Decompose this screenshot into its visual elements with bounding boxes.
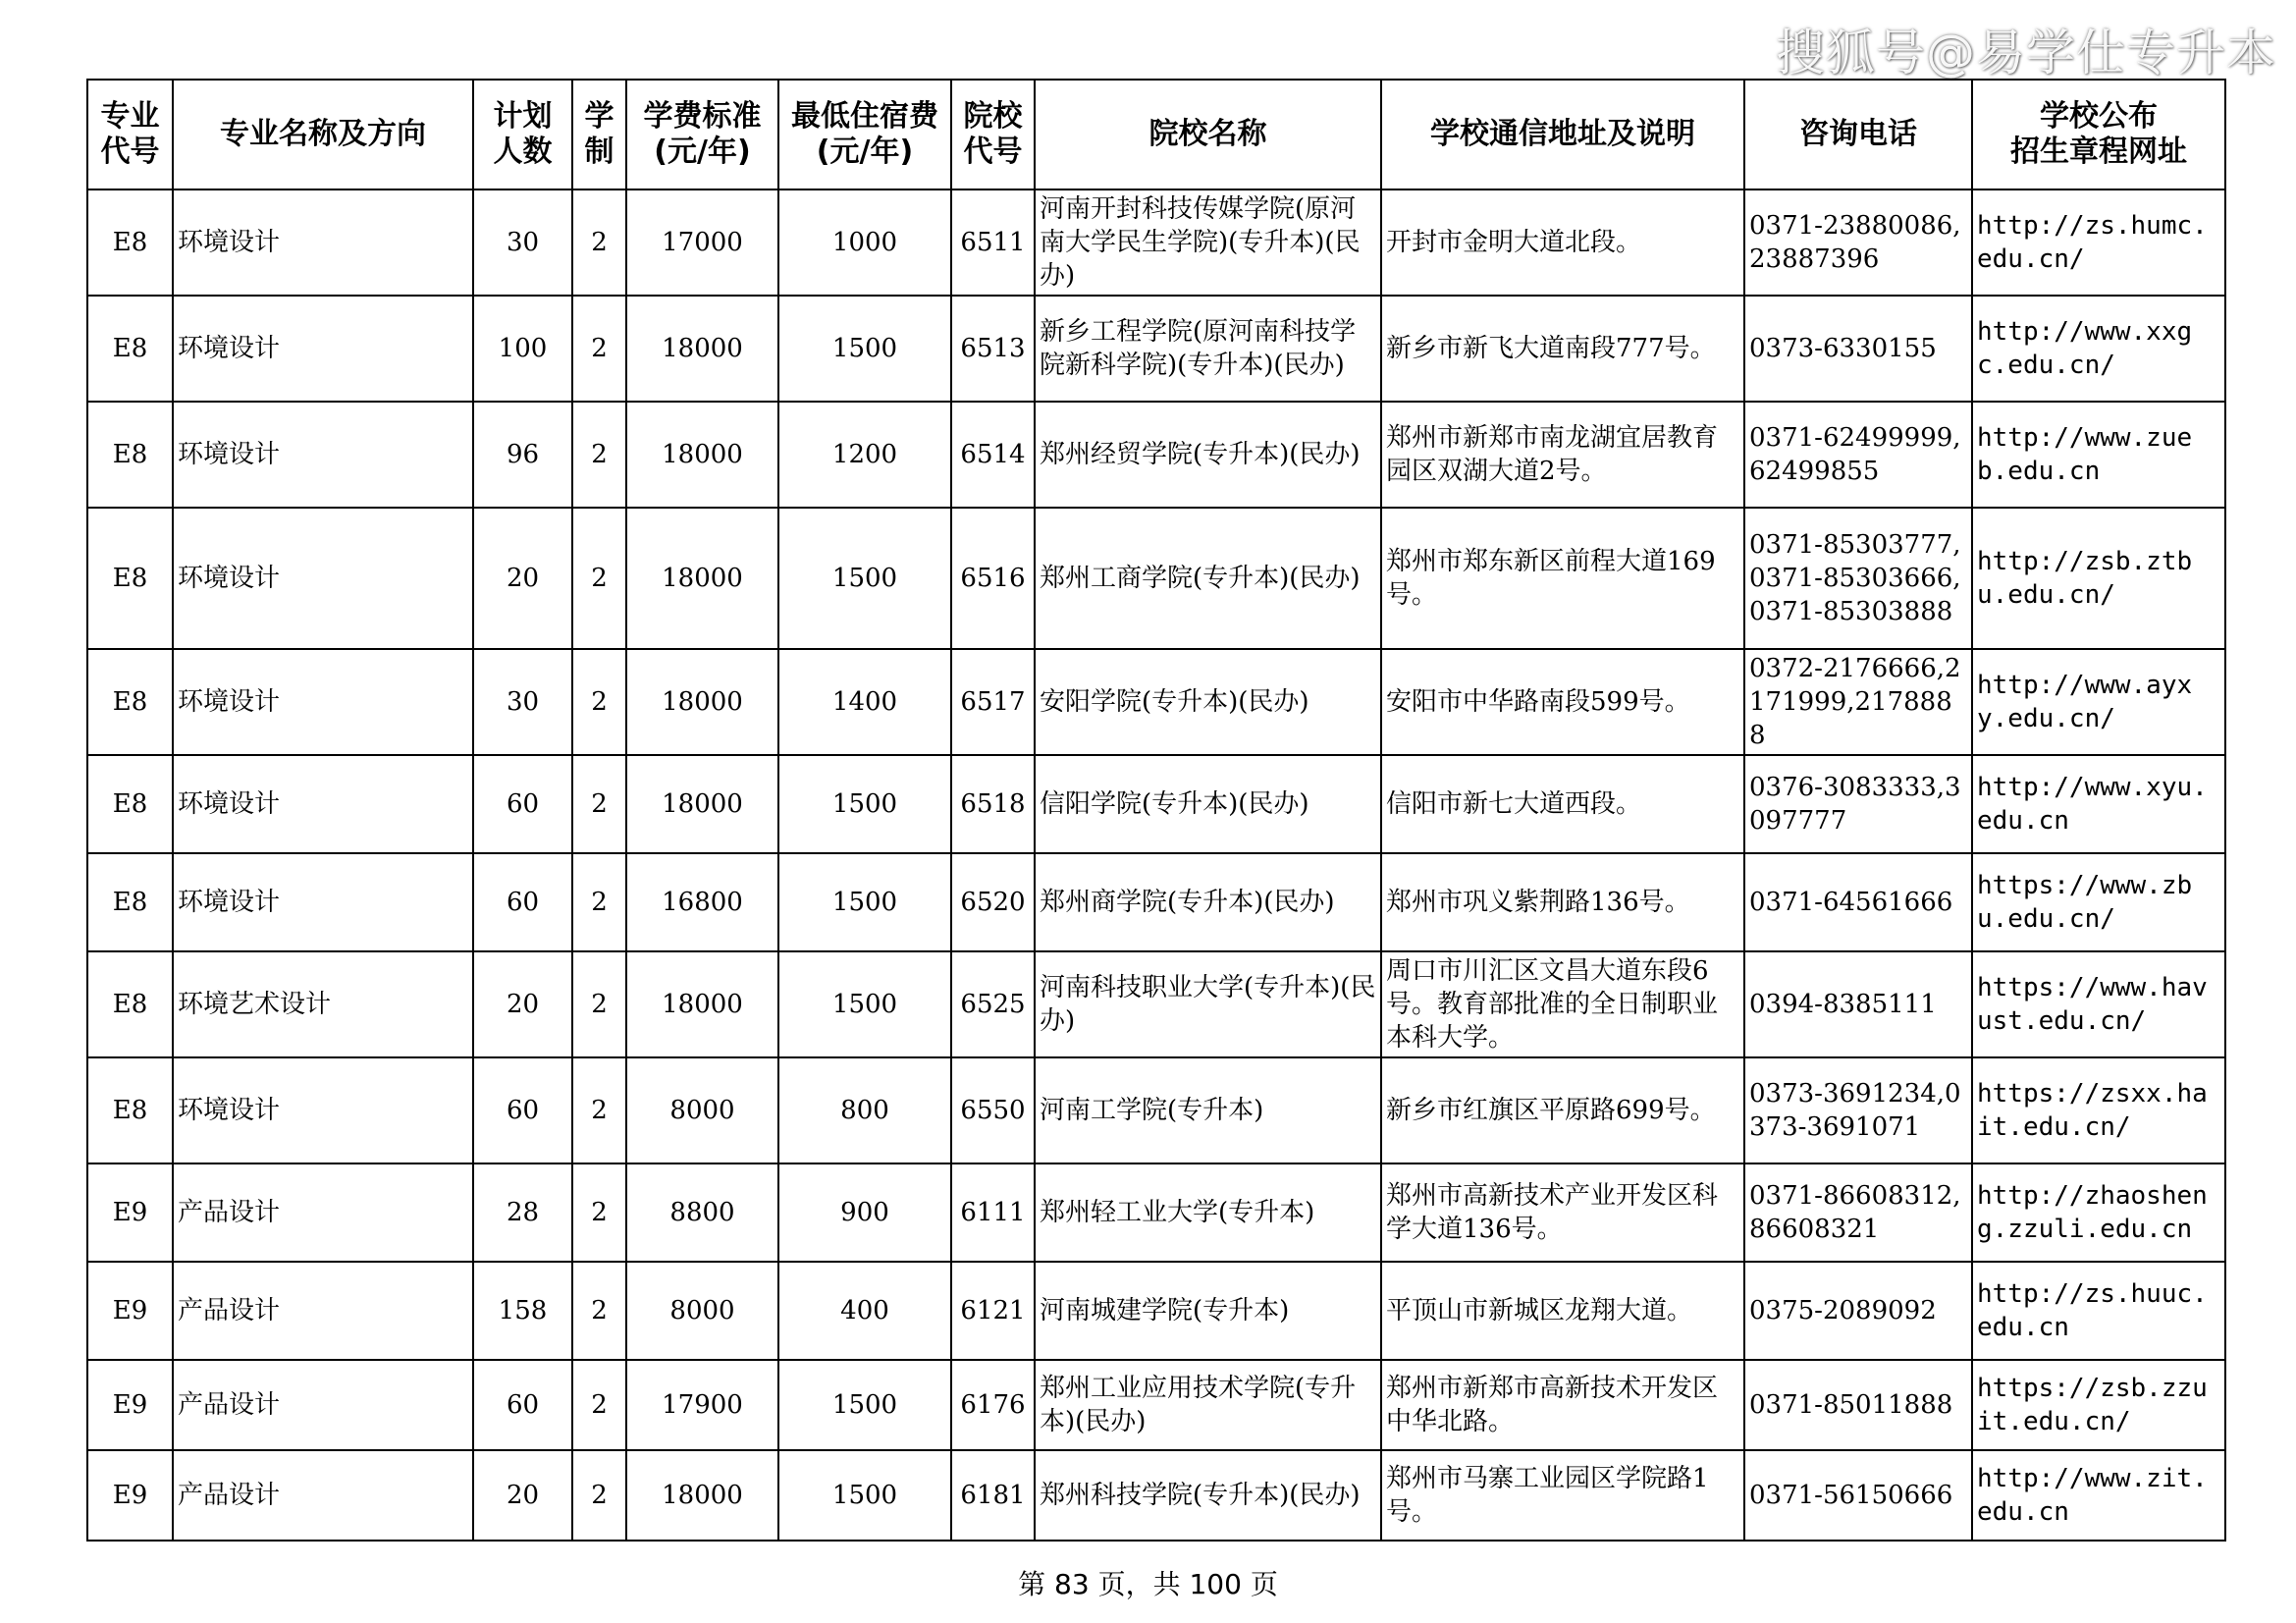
- cell-major-code: E8: [87, 1057, 173, 1163]
- cell-school-code: 6511: [951, 189, 1035, 296]
- cell-dorm-fee: 400: [778, 1262, 951, 1360]
- cell-address: 开封市金明大道北段。: [1381, 189, 1744, 296]
- cell-school-code: 6121: [951, 1262, 1035, 1360]
- cell-website[interactable]: http://zhaosheng.zzuli.edu.cn: [1972, 1163, 2225, 1262]
- cell-website[interactable]: http://www.zit.edu.cn: [1972, 1450, 2225, 1541]
- cell-school-code: 6111: [951, 1163, 1035, 1262]
- cell-website[interactable]: http://www.ayxy.edu.cn/: [1972, 649, 2225, 755]
- cell-dorm-fee: 1200: [778, 402, 951, 508]
- cell-dorm-fee: 1500: [778, 296, 951, 402]
- table-row: [87, 1262, 2225, 1360]
- cell-plan-count: 158: [473, 1262, 572, 1360]
- cell-major-name: 环境设计: [173, 853, 473, 951]
- cell-major-name: 环境设计: [173, 508, 473, 649]
- cell-school-name: 郑州工商学院(专升本)(民办): [1035, 508, 1381, 649]
- cell-phone: 0371-86608312,86608321: [1744, 1163, 1972, 1262]
- cell-website[interactable]: https://zsxx.hait.edu.cn/: [1972, 1057, 2225, 1163]
- cell-duration: 2: [572, 1057, 626, 1163]
- cell-phone: 0394-8385111: [1744, 951, 1972, 1057]
- cell-website[interactable]: http://zs.humc.edu.cn/: [1972, 189, 2225, 296]
- cell-major-code: E9: [87, 1163, 173, 1262]
- cell-address: 郑州市新郑市高新技术开发区中华北路。: [1381, 1360, 1744, 1450]
- cell-duration: 2: [572, 755, 626, 853]
- cell-tuition: 18000: [626, 755, 778, 853]
- cell-duration: 2: [572, 296, 626, 402]
- cell-plan-count: 60: [473, 1057, 572, 1163]
- cell-school-name: 河南城建学院(专升本): [1035, 1262, 1381, 1360]
- cell-phone: 0371-85303777,0371-85303666,0371-85303888: [1744, 508, 1972, 649]
- cell-school-name: 郑州轻工业大学(专升本): [1035, 1163, 1381, 1262]
- cell-major-name: 环境设计: [173, 296, 473, 402]
- cell-tuition: 18000: [626, 508, 778, 649]
- cell-major-name: 产品设计: [173, 1262, 473, 1360]
- cell-tuition: 18000: [626, 402, 778, 508]
- cell-website[interactable]: http://www.xxgc.edu.cn/: [1972, 296, 2225, 402]
- cell-duration: 2: [572, 1360, 626, 1450]
- cell-plan-count: 100: [473, 296, 572, 402]
- cell-dorm-fee: 1500: [778, 1360, 951, 1450]
- cell-tuition: 8800: [626, 1163, 778, 1262]
- cell-plan-count: 28: [473, 1163, 572, 1262]
- cell-major-code: E9: [87, 1360, 173, 1450]
- cell-plan-count: 96: [473, 402, 572, 508]
- table-row: [87, 1360, 2225, 1450]
- cell-major-name: 产品设计: [173, 1163, 473, 1262]
- cell-duration: 2: [572, 508, 626, 649]
- cell-address: 郑州市高新技术产业开发区科学大道136号。: [1381, 1163, 1744, 1262]
- cell-tuition: 17900: [626, 1360, 778, 1450]
- table-row: [87, 508, 2225, 649]
- cell-plan-count: 20: [473, 951, 572, 1057]
- cell-phone: 0376-3083333,3097777: [1744, 755, 1972, 853]
- cell-website[interactable]: http://www.zueb.edu.cn: [1972, 402, 2225, 508]
- cell-plan-count: 30: [473, 189, 572, 296]
- cell-dorm-fee: 1000: [778, 189, 951, 296]
- header-school-code: 院校 代号: [951, 80, 1035, 189]
- cell-phone: 0373-3691234,0373-3691071: [1744, 1057, 1972, 1163]
- cell-duration: 2: [572, 853, 626, 951]
- cell-major-code: E8: [87, 508, 173, 649]
- table-row: [87, 649, 2225, 755]
- cell-duration: 2: [572, 189, 626, 296]
- cell-school-name: 信阳学院(专升本)(民办): [1035, 755, 1381, 853]
- cell-tuition: 8000: [626, 1057, 778, 1163]
- cell-school-name: 安阳学院(专升本)(民办): [1035, 649, 1381, 755]
- cell-major-code: E8: [87, 296, 173, 402]
- table-row: [87, 1450, 2225, 1541]
- cell-major-code: E8: [87, 402, 173, 508]
- cell-plan-count: 30: [473, 649, 572, 755]
- admission-plan-table: [86, 79, 2226, 1542]
- page-footer: 第 83 页，共 100 页: [1018, 1568, 1278, 1600]
- cell-dorm-fee: 1500: [778, 755, 951, 853]
- cell-address: 新乡市新飞大道南段777号。: [1381, 296, 1744, 402]
- cell-phone: 0372-2176666,2171999,2178888: [1744, 649, 1972, 755]
- table-row: [87, 402, 2225, 508]
- cell-school-code: 6181: [951, 1450, 1035, 1541]
- cell-tuition: 17000: [626, 189, 778, 296]
- cell-website[interactable]: http://zsb.ztbu.edu.cn/: [1972, 508, 2225, 649]
- cell-plan-count: 20: [473, 1450, 572, 1541]
- cell-school-name: 郑州科技学院(专升本)(民办): [1035, 1450, 1381, 1541]
- cell-website[interactable]: https://zsb.zzuit.edu.cn/: [1972, 1360, 2225, 1450]
- cell-tuition: 18000: [626, 951, 778, 1057]
- cell-address: 平顶山市新城区龙翔大道。: [1381, 1262, 1744, 1360]
- cell-duration: 2: [572, 1163, 626, 1262]
- cell-school-code: 6520: [951, 853, 1035, 951]
- header-school-name: 院校名称: [1035, 80, 1381, 189]
- cell-major-code: E9: [87, 1262, 173, 1360]
- cell-phone: 0371-85011888: [1744, 1360, 1972, 1450]
- header-major-name: 专业名称及方向: [173, 80, 473, 189]
- cell-address: 郑州市新郑市南龙湖宜居教育园区双湖大道2号。: [1381, 402, 1744, 508]
- cell-phone: 0371-64561666: [1744, 853, 1972, 951]
- cell-website[interactable]: https://www.havust.edu.cn/: [1972, 951, 2225, 1057]
- cell-major-code: E9: [87, 1450, 173, 1541]
- cell-major-name: 产品设计: [173, 1360, 473, 1450]
- cell-major-name: 环境设计: [173, 649, 473, 755]
- cell-school-name: 河南工学院(专升本): [1035, 1057, 1381, 1163]
- cell-school-code: 6525: [951, 951, 1035, 1057]
- cell-phone: 0375-2089092: [1744, 1262, 1972, 1360]
- cell-address: 郑州市郑东新区前程大道169号。: [1381, 508, 1744, 649]
- header-dorm-fee: 最低住宿费 (元/年): [778, 80, 951, 189]
- cell-tuition: 18000: [626, 296, 778, 402]
- cell-website[interactable]: https://www.zbu.edu.cn/: [1972, 853, 2225, 951]
- cell-major-code: E8: [87, 853, 173, 951]
- cell-major-name: 环境设计: [173, 1057, 473, 1163]
- cell-dorm-fee: 1400: [778, 649, 951, 755]
- watermark: 搜狐号@易学仕专升本: [1776, 25, 2276, 81]
- cell-address: 郑州市马寨工业园区学院路1号。: [1381, 1450, 1744, 1541]
- cell-school-code: 6550: [951, 1057, 1035, 1163]
- cell-major-code: E8: [87, 951, 173, 1057]
- cell-school-name: 河南开封科技传媒学院(原河南大学民生学院)(专升本)(民办): [1035, 189, 1381, 296]
- cell-dorm-fee: 1500: [778, 853, 951, 951]
- cell-major-code: E8: [87, 755, 173, 853]
- cell-dorm-fee: 1500: [778, 508, 951, 649]
- table-row: [87, 755, 2225, 853]
- cell-major-name: 环境设计: [173, 402, 473, 508]
- cell-tuition: 8000: [626, 1262, 778, 1360]
- cell-dorm-fee: 1500: [778, 951, 951, 1057]
- cell-school-name: 郑州经贸学院(专升本)(民办): [1035, 402, 1381, 508]
- cell-plan-count: 60: [473, 853, 572, 951]
- cell-tuition: 16800: [626, 853, 778, 951]
- header-duration: 学 制: [572, 80, 626, 189]
- cell-school-name: 郑州工业应用技术学院(专升本)(民办): [1035, 1360, 1381, 1450]
- cell-phone: 0373-6330155: [1744, 296, 1972, 402]
- cell-school-name: 郑州商学院(专升本)(民办): [1035, 853, 1381, 951]
- cell-major-name: 环境艺术设计: [173, 951, 473, 1057]
- cell-duration: 2: [572, 402, 626, 508]
- cell-major-name: 产品设计: [173, 1450, 473, 1541]
- header-address: 学校通信地址及说明: [1381, 80, 1744, 189]
- table-row: [87, 1057, 2225, 1163]
- cell-school-code: 6516: [951, 508, 1035, 649]
- cell-website[interactable]: http://www.xyu.edu.cn: [1972, 755, 2225, 853]
- cell-phone: 0371-23880086,23887396: [1744, 189, 1972, 296]
- table-row: [87, 296, 2225, 402]
- table-row: [87, 853, 2225, 951]
- header-major-code: 专业 代号: [87, 80, 173, 189]
- cell-school-name: 河南科技职业大学(专升本)(民办): [1035, 951, 1381, 1057]
- cell-address: 新乡市红旗区平原路699号。: [1381, 1057, 1744, 1163]
- cell-address: 信阳市新七大道西段。: [1381, 755, 1744, 853]
- cell-duration: 2: [572, 1262, 626, 1360]
- cell-school-code: 6518: [951, 755, 1035, 853]
- cell-major-name: 环境设计: [173, 755, 473, 853]
- cell-dorm-fee: 800: [778, 1057, 951, 1163]
- cell-school-code: 6517: [951, 649, 1035, 755]
- cell-major-name: 环境设计: [173, 189, 473, 296]
- header-phone: 咨询电话: [1744, 80, 1972, 189]
- cell-dorm-fee: 900: [778, 1163, 951, 1262]
- table-row: [87, 951, 2225, 1057]
- cell-major-code: E8: [87, 649, 173, 755]
- cell-phone: 0371-62499999,62499855: [1744, 402, 1972, 508]
- header-tuition: 学费标准 (元/年): [626, 80, 778, 189]
- cell-duration: 2: [572, 951, 626, 1057]
- header-website: 学校公布 招生章程网址: [1972, 80, 2225, 189]
- cell-major-code: E8: [87, 189, 173, 296]
- cell-school-code: 6514: [951, 402, 1035, 508]
- cell-plan-count: 20: [473, 508, 572, 649]
- header-row: [87, 80, 2225, 189]
- table-row: [87, 189, 2225, 296]
- cell-phone: 0371-56150666: [1744, 1450, 1972, 1541]
- header-plan-count: 计划 人数: [473, 80, 572, 189]
- cell-dorm-fee: 1500: [778, 1450, 951, 1541]
- cell-school-name: 新乡工程学院(原河南科技学院新科学院)(专升本)(民办): [1035, 296, 1381, 402]
- cell-website[interactable]: http://zs.huuc.edu.cn: [1972, 1262, 2225, 1360]
- cell-tuition: 18000: [626, 649, 778, 755]
- cell-school-code: 6513: [951, 296, 1035, 402]
- cell-address: 安阳市中华路南段599号。: [1381, 649, 1744, 755]
- cell-address: 周口市川汇区文昌大道东段6号。教育部批准的全日制职业本科大学。: [1381, 951, 1744, 1057]
- cell-address: 郑州市巩义紫荆路136号。: [1381, 853, 1744, 951]
- cell-duration: 2: [572, 649, 626, 755]
- cell-school-code: 6176: [951, 1360, 1035, 1450]
- cell-tuition: 18000: [626, 1450, 778, 1541]
- cell-duration: 2: [572, 1450, 626, 1541]
- table-row: [87, 1163, 2225, 1262]
- cell-plan-count: 60: [473, 755, 572, 853]
- cell-plan-count: 60: [473, 1360, 572, 1450]
